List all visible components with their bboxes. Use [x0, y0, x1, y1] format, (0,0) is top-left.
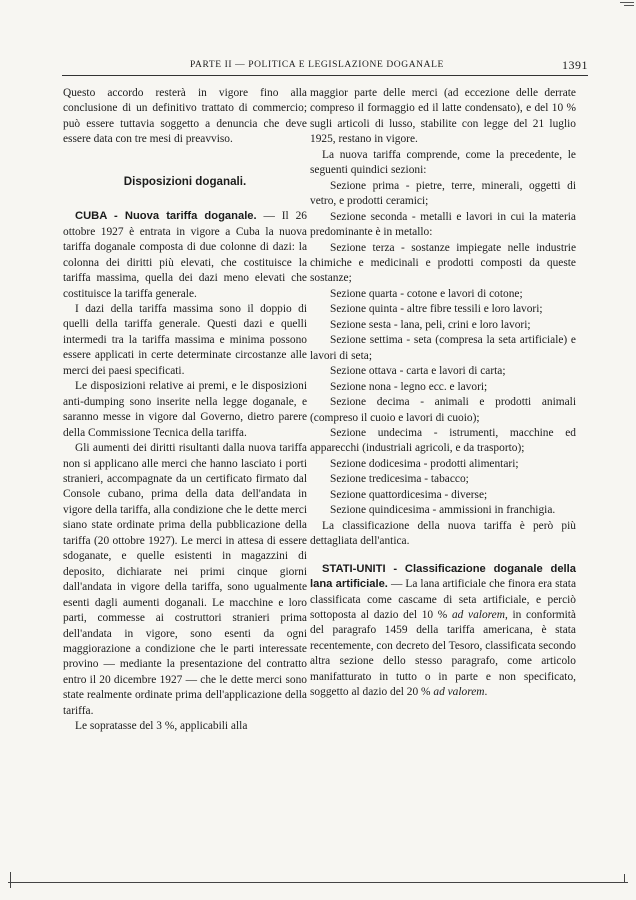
paragraph: La classificazione della nuova tariffa è però più dettagliata dell'antica. [310, 519, 576, 548]
paragraph: Le sopratasse del 3 %, applicabili alla [75, 720, 248, 733]
paragraph: Gli aumenti dei diritti risultanti dalla nuova tariffa non si applicano alle merci che hanno lasciato i porti stranieri, accompagnate da un certificato firmato dal Console cubano, prima della data dell'andata in vigore della tariffa, alla condizione che le dette merci siano state ordinate prima della pubblicazione della tariffa (20 ottobre 1927). Le merci in attesa di essere sdoganate, e quelle esistenti in magazzini di deposito, dichiarate nei primi cinque giorni dall'andata in vigore della tariffa, sono ugualmente esenti dagli aumenti doganali. Le macchine e loro parti, commesse ai costruttori stranieri prima dell'andata in vigore, sono esenti da ogni maggiorazione a condizione che le parti interessate provino — mediante la presentazione del contratto entro il 20 dicembre 1927 — che le dette merci sono state realmente ordinate prima dell'applicazione della tariffa. [63, 442, 307, 717]
list-item: Sezione ottava - carta e lavori di carta; [330, 365, 506, 378]
paragraph-cuba [63, 209, 307, 302]
corner-mark [620, 2, 634, 3]
corner-mark [624, 5, 634, 6]
right-column [310, 86, 576, 701]
scan-edge-mark [624, 874, 625, 882]
list-item: Sezione quattordicesima - diverse; [330, 488, 488, 501]
list-item: Sezione quindicesima - ammissioni in franchigia. [330, 504, 556, 517]
italic-term: ad valorem [451, 608, 505, 621]
list-item: Sezione nona - legno ecc. e lavori; [330, 380, 488, 393]
left-column [63, 86, 307, 735]
run-in-heading: CUBA - Nuova tariffa doganale. [75, 210, 257, 223]
section-heading: Disposizioni doganali. [123, 174, 247, 188]
paragraph: Questo accordo resterà in vigore fino alla conclusione di un definitivo trattato di commercio; può essere tuttavia soggetto a denuncia che deve essere data con tre mesi di preavviso. [63, 87, 307, 146]
list-item: Sezione seconda - metalli e lavori in cui la materia predominante è in metallo: [310, 210, 576, 239]
paragraph-text: — Il 26 ottobre 1927 è entrata in vigore a Cuba la nuova tariffa doganale composta di due colonne di dazi: la colonna dei diritti più elevati, che costituisce la tariffa massima, quella dei dazi meno elevati che costituisce la tariffa generale. [63, 210, 307, 300]
scan-bottom-rule [8, 882, 628, 883]
list-item: Sezione undecima - istrumenti, macchine ed apparecchi (industriali agricoli, e da trasporto); [310, 426, 576, 455]
list-item: Sezione sesta - lana, peli, crini e loro lavori; [330, 318, 531, 331]
list-item: Sezione quinta - altre fibre tessili e loro lavori; [330, 303, 543, 316]
page-number: 1391 [562, 58, 588, 72]
list-item: Sezione quarta - cotone e lavori di cotone; [330, 287, 523, 300]
paragraph: maggior parte delle merci (ad eccezione delle derrate compreso il formaggio ed il latte condensato), e del 10 % sugli articoli di lusso, stabilite con legge del 21 luglio 1925, restano in vigore. [310, 87, 576, 146]
section-list [310, 179, 576, 519]
list-item: Sezione terza - sostanze impiegate nelle industrie chimiche e medicinali e prodotti composti da queste sostanze; [310, 241, 576, 285]
header-rule [62, 75, 588, 76]
paragraph: La nuova tariffa comprende, come la precedente, le seguenti quindici sezioni: [310, 148, 576, 177]
list-item: Sezione dodicesima - prodotti alimentari; [330, 457, 519, 470]
list-item: Sezione tredicesima - tabacco; [330, 473, 469, 486]
paragraph: Le disposizioni relative ai premi, e le disposizioni anti-dumping sono inserite nella legge doganale, e saranno messe in vigore dal Governo, dietro parere della Commissione Tecnica della tariffa. [63, 380, 307, 439]
paragraph: I dazi della tariffa massima sono il doppio di quelli della tariffa generale. Questi dazi e quelli intermedi tra la tariffa massima e minima possono essere applicati in certe determinate circostanze alle merci dei paesi specificati. [63, 302, 307, 377]
list-item: Sezione decima - animali e prodotti animali (compreso il cuoio e lavori di cuoio); [310, 396, 576, 424]
paragraph-text: — La lana artificiale che finora era stata classificata come cascame di seta artificiale, e perciò sottoposta al dazio del 10 % [310, 578, 576, 621]
run-in-heading: STATI-UNITI - Classificazione doganale della lana artificiale. [310, 562, 576, 591]
scan-edge-mark [10, 872, 11, 888]
italic-term: ad valorem [433, 686, 485, 699]
list-item: Sezione settima - seta (compresa la seta artificiale) e lavori di seta; [310, 334, 576, 362]
list-item: Sezione prima - pietre, terre, minerali, oggetti di vetro, e prodotti ceramici; [310, 179, 576, 208]
paragraph-stati-uniti [310, 562, 576, 701]
paragraph-text: , in conformità del paragrafo 1459 della tariffa americana, è stata recentemente, con decreto del Tesoro, classificata secondo altra sezione dello stesso paragrafo, come articolo manifatturato in tutto o in parte e non specificato, soggetto al dazio del 20 % [310, 608, 576, 699]
paragraph-text: . [484, 686, 488, 699]
header-title: PARTE II — POLITICA E LEGISLAZIONE DOGANALE [190, 60, 444, 70]
running-header [62, 58, 588, 74]
